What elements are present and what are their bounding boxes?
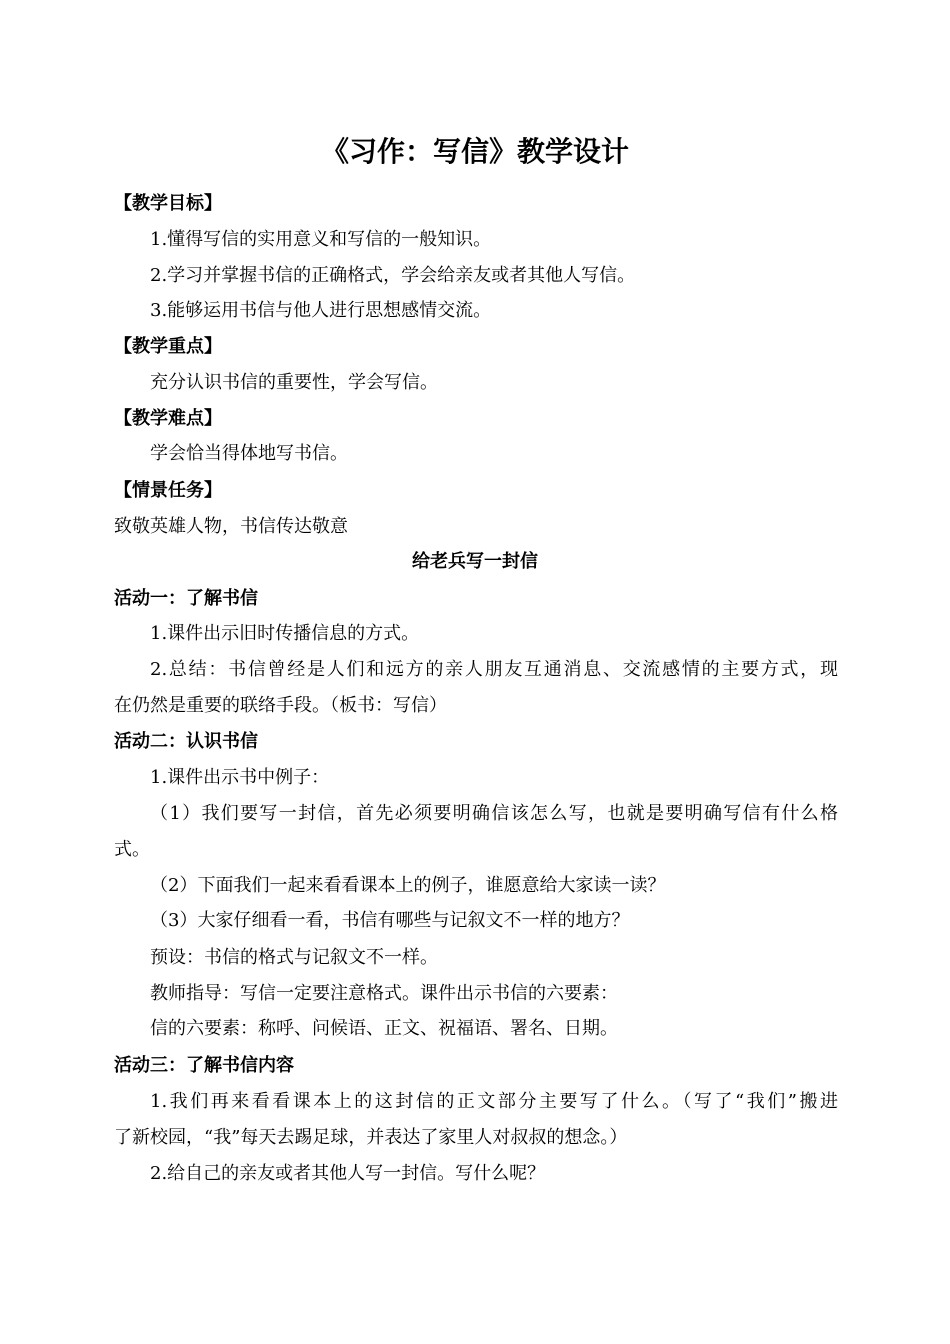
activity3-item: 2.给自己的亲友或者其他人写一封信。写什么呢？	[150, 1163, 546, 1184]
activity2-elements: 信的六要素：称呼、问候语、正文、祝福语、署名、日期。	[150, 1018, 618, 1039]
activity2-preset: 预设：书信的格式与记叙文不一样。	[150, 947, 438, 968]
activity2-heading: 活动二：认识书信	[114, 731, 258, 752]
scenario-text: 致敬英雄人物，书信传达敬意	[114, 516, 348, 537]
activity2-subitem-continued: 式。	[114, 839, 150, 860]
activity1-item: 1.课件出示旧时传播信息的方式。	[150, 623, 420, 644]
key-point-text: 充分认识书信的重要性，学会写信。	[150, 372, 438, 393]
objective-item: 3.能够运用书信与他人进行思想感情交流。	[150, 300, 492, 321]
objective-item: 2.学习并掌握书信的正确格式，学会给亲友或者其他人写信。	[150, 265, 636, 286]
difficulty-heading: 【教学难点】	[114, 408, 222, 429]
activity1-heading: 活动一：了解书信	[114, 588, 258, 609]
activity2-subitem: （3）大家仔细看一看，书信有哪些与记叙文不一样的地方？	[150, 910, 630, 931]
activity1-item: 2.总结：书信曾经是人们和远方的亲人朋友互通消息、交流感情的主要方式，现	[150, 659, 838, 680]
activity3-item: 1.我们再来看看课本上的这封信的正文部分主要写了什么。（写了“我们”搬进	[150, 1091, 838, 1112]
activity3-item-continued: 了新校园，“我”每天去踢足球，并表达了家里人对叔叔的想念。）	[114, 1127, 628, 1148]
key-point-heading: 【教学重点】	[114, 336, 222, 357]
scenario-subtitle: 给老兵写一封信	[412, 551, 538, 572]
activity2-guide: 教师指导：写信一定要注意格式。课件出示书信的六要素：	[150, 983, 618, 1004]
objectives-heading: 【教学目标】	[114, 193, 222, 214]
activity2-subitem: （1）我们要写一封信，首先必须要明确信该怎么写，也就是要明确写信有什么格	[150, 803, 838, 824]
activity1-item-continued: 在仍然是重要的联络手段。（板书：写信）	[114, 695, 447, 716]
activity3-heading: 活动三：了解书信内容	[114, 1055, 294, 1076]
page-title: 《习作：写信》教学设计	[320, 135, 629, 168]
difficulty-text: 学会恰当得体地写书信。	[150, 443, 348, 464]
activity2-item: 1.课件出示书中例子：	[150, 767, 330, 788]
activity2-subitem: （2）下面我们一起来看看课本上的例子，谁愿意给大家读一读？	[150, 875, 666, 896]
scenario-heading: 【情景任务】	[114, 480, 222, 501]
objective-item: 1.懂得写信的实用意义和写信的一般知识。	[150, 229, 492, 250]
